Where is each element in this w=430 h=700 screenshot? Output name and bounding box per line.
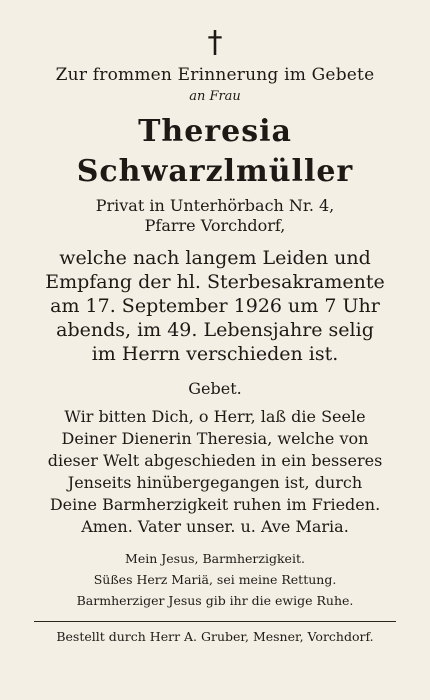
ejaculation-line: Süßes Herz Mariä, sei meine Rettung.: [93, 572, 337, 587]
an-frau-line: an Frau: [189, 89, 241, 104]
address-line-1: Privat in Unterhörbach Nr. 4,: [95, 196, 335, 215]
cross-icon: †: [207, 25, 223, 60]
prayer-line: Jenseits hinübergegangen ist, durch: [67, 473, 363, 492]
death-notice: [28, 246, 402, 366]
death-notice-line: Empfang der hl. Sterbesakramente: [45, 271, 385, 293]
address-line-2: Pfarre Vorchdorf,: [144, 216, 286, 235]
deceased-name: Theresia Schwarzlmüller: [76, 114, 354, 189]
prayer-line: Amen. Vater unser. u. Ave Maria.: [81, 517, 349, 536]
prayer-title: Gebet.: [188, 379, 242, 398]
prayer-line: Deine Barmherzigkeit ruhen im Frieden.: [49, 495, 381, 514]
ejaculations: [28, 548, 402, 611]
prayer-line: dieser Welt abgeschieden in ein besseres: [47, 451, 383, 470]
death-notice-line: abends, im 49. Lebensjahre selig: [56, 319, 374, 341]
footer-credit: Bestellt durch Herr A. Gruber, Mesner, Vorchdorf.: [56, 629, 374, 644]
ejaculation-line: Mein Jesus, Barmherzigkeit.: [125, 551, 305, 566]
prayer-line: Deiner Dienerin Theresia, welche von: [61, 429, 369, 448]
death-notice-line: welche nach langem Leiden und: [59, 247, 371, 269]
ejaculation-line: Barmherziger Jesus gib ihr die ewige Ruhe.: [76, 593, 354, 608]
prayer-text: [28, 406, 402, 538]
prayer-line: Wir bitten Dich, o Herr, laß die Seele: [64, 407, 366, 426]
footer-divider: [34, 621, 396, 622]
intro-line: Zur frommen Erinnerung im Gebete: [55, 65, 375, 85]
death-notice-line: am 17. September 1926 um 7 Uhr: [50, 295, 380, 317]
death-notice-line: im Herrn verschieden ist.: [91, 343, 339, 365]
